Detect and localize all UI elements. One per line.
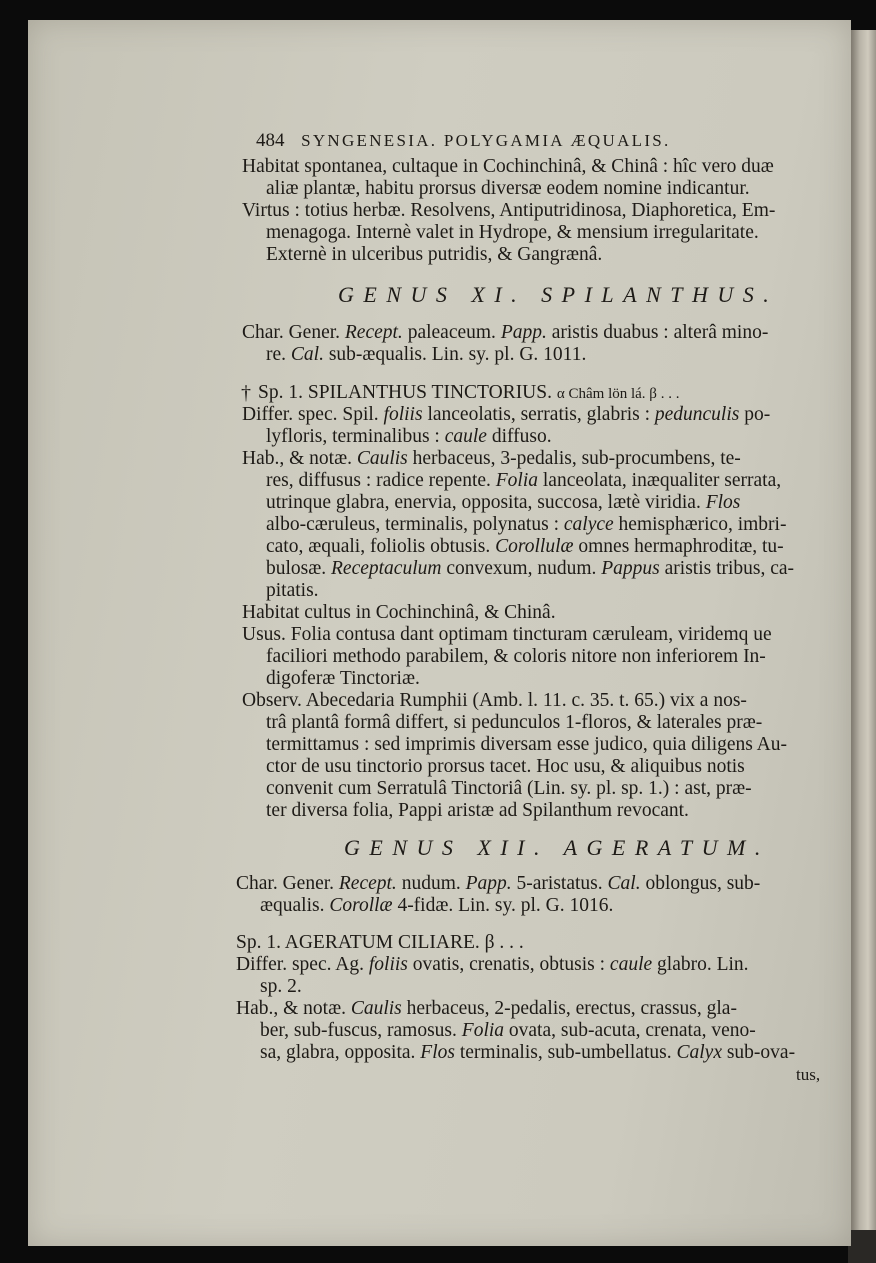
text-line: cato, æquali, foliolis obtusis. Corollulæ omnes hermaphroditæ, tu-	[266, 536, 784, 557]
text-line: digoferæ Tinctoriæ.	[266, 668, 420, 689]
text-line: Differ. spec. Spil. foliis lanceolatis, serratis, glabris : pedunculis po-	[242, 404, 771, 425]
text-line: re. Cal. sub-æqualis. Lin. sy. pl. G. 1011.	[266, 344, 587, 365]
text-line: Habitat cultus in Cochinchinâ, & Chinâ.	[242, 602, 556, 623]
text-line: aliæ plantæ, habitu prorsus diversæ eodem nomine indicantur.	[266, 178, 750, 199]
text-line: res, diffusus : radice repente. Folia lanceolata, inæqualiter serrata,	[266, 470, 782, 491]
text-line: bulosæ. Receptaculum convexum, nudum. Pappus aristis tribus, ca-	[266, 558, 795, 579]
text-line: Differ. spec. Ag. foliis ovatis, crenatis, obtusis : caule glabro. Lin.	[236, 954, 749, 975]
text-line: ber, sub-fuscus, ramosus. Folia ovata, sub-acuta, crenata, veno-	[260, 1020, 756, 1041]
text-line: termittamus : sed imprimis diversam esse judico, quia diligens Au-	[266, 734, 788, 755]
text-line: trâ plantâ formâ differt, si pedunculos 1-floros, & laterales præ-	[266, 712, 763, 733]
text-line: Hab., & notæ. Caulis herbaceus, 3-pedalis, sub-procumbens, te-	[242, 448, 741, 469]
text-line: ter diversa folia, Pappi aristæ ad Spilanthum revocant.	[266, 800, 689, 821]
text-line: sa, glabra, opposita. Flos terminalis, sub-umbellatus. Calyx sub-ova-	[260, 1042, 796, 1063]
text-line: utrinque glabra, enervia, opposita, succosa, lætè viridia. Flos	[266, 492, 741, 513]
section-heading: GENUS XI. SPILANTHUS.	[338, 282, 779, 307]
text-line: ctor de usu tinctorio prorsus tacet. Hoc usu, & aliquibus notis	[266, 756, 745, 777]
catchword: tus,	[796, 1065, 821, 1084]
text-line: Virtus : totius herbæ. Resolvens, Antiputridinosa, Diaphoretica, Em-	[242, 200, 776, 221]
text-line: lyfloris, terminalibus : caule diffuso.	[266, 426, 552, 447]
species-line: Sp. 1. AGERATUM CILIARE. β . . .	[236, 932, 524, 953]
text-line: pitatis.	[266, 580, 319, 601]
next-page-edge	[848, 30, 876, 1262]
text-line: menagoga. Internè valet in Hydrope, & mensium irregularitate.	[266, 222, 759, 243]
book-gutter-shadow	[848, 1230, 876, 1263]
species-line: Sp. 1. SPILANTHUS TINCTORIUS. α Châm lön lá. β . . .	[258, 382, 680, 403]
text-line: sp. 2.	[260, 976, 302, 997]
text-line: convenit cum Serratulâ Tinctoriâ (Lin. sy. pl. sp. 1.) : ast, præ-	[266, 778, 752, 799]
dagger-mark: †	[241, 382, 251, 404]
text-line: albo-cæruleus, terminalis, polynatus : calyce hemisphærico, imbri-	[266, 514, 787, 535]
section-heading: GENUS XII. AGERATUM.	[344, 835, 770, 860]
text-line: Char. Gener. Recept. nudum. Papp. 5-aristatus. Cal. oblongus, sub-	[236, 873, 761, 894]
page-number: 484	[256, 130, 285, 151]
text-line: Observ. Abecedaria Rumphii (Amb. l. 11. c. 35. t. 65.) vix a nos-	[242, 690, 747, 711]
running-head	[256, 130, 671, 152]
text-line: Char. Gener. Recept. paleaceum. Papp. aristis duabus : alterâ mino-	[242, 322, 769, 343]
running-head-title: SYNGENESIA. POLYGAMIA ÆQUALIS.	[301, 131, 671, 150]
text-line: Externè in ulceribus putridis, & Gangrænâ.	[266, 244, 603, 265]
book-page	[28, 20, 851, 1246]
text-line: Habitat spontanea, cultaque in Cochinchinâ, & Chinâ : hîc vero duæ	[242, 156, 774, 177]
text-line: æqualis. Corollæ 4-fidæ. Lin. sy. pl. G. 1016.	[260, 895, 614, 916]
text-line: Usus. Folia contusa dant optimam tincturam cæruleam, viridemq ue	[242, 624, 772, 645]
text-line: faciliori methodo parabilem, & coloris nitore non inferiorem In-	[266, 646, 766, 667]
text-line: Hab., & notæ. Caulis herbaceus, 2-pedalis, erectus, crassus, gla-	[236, 998, 737, 1019]
